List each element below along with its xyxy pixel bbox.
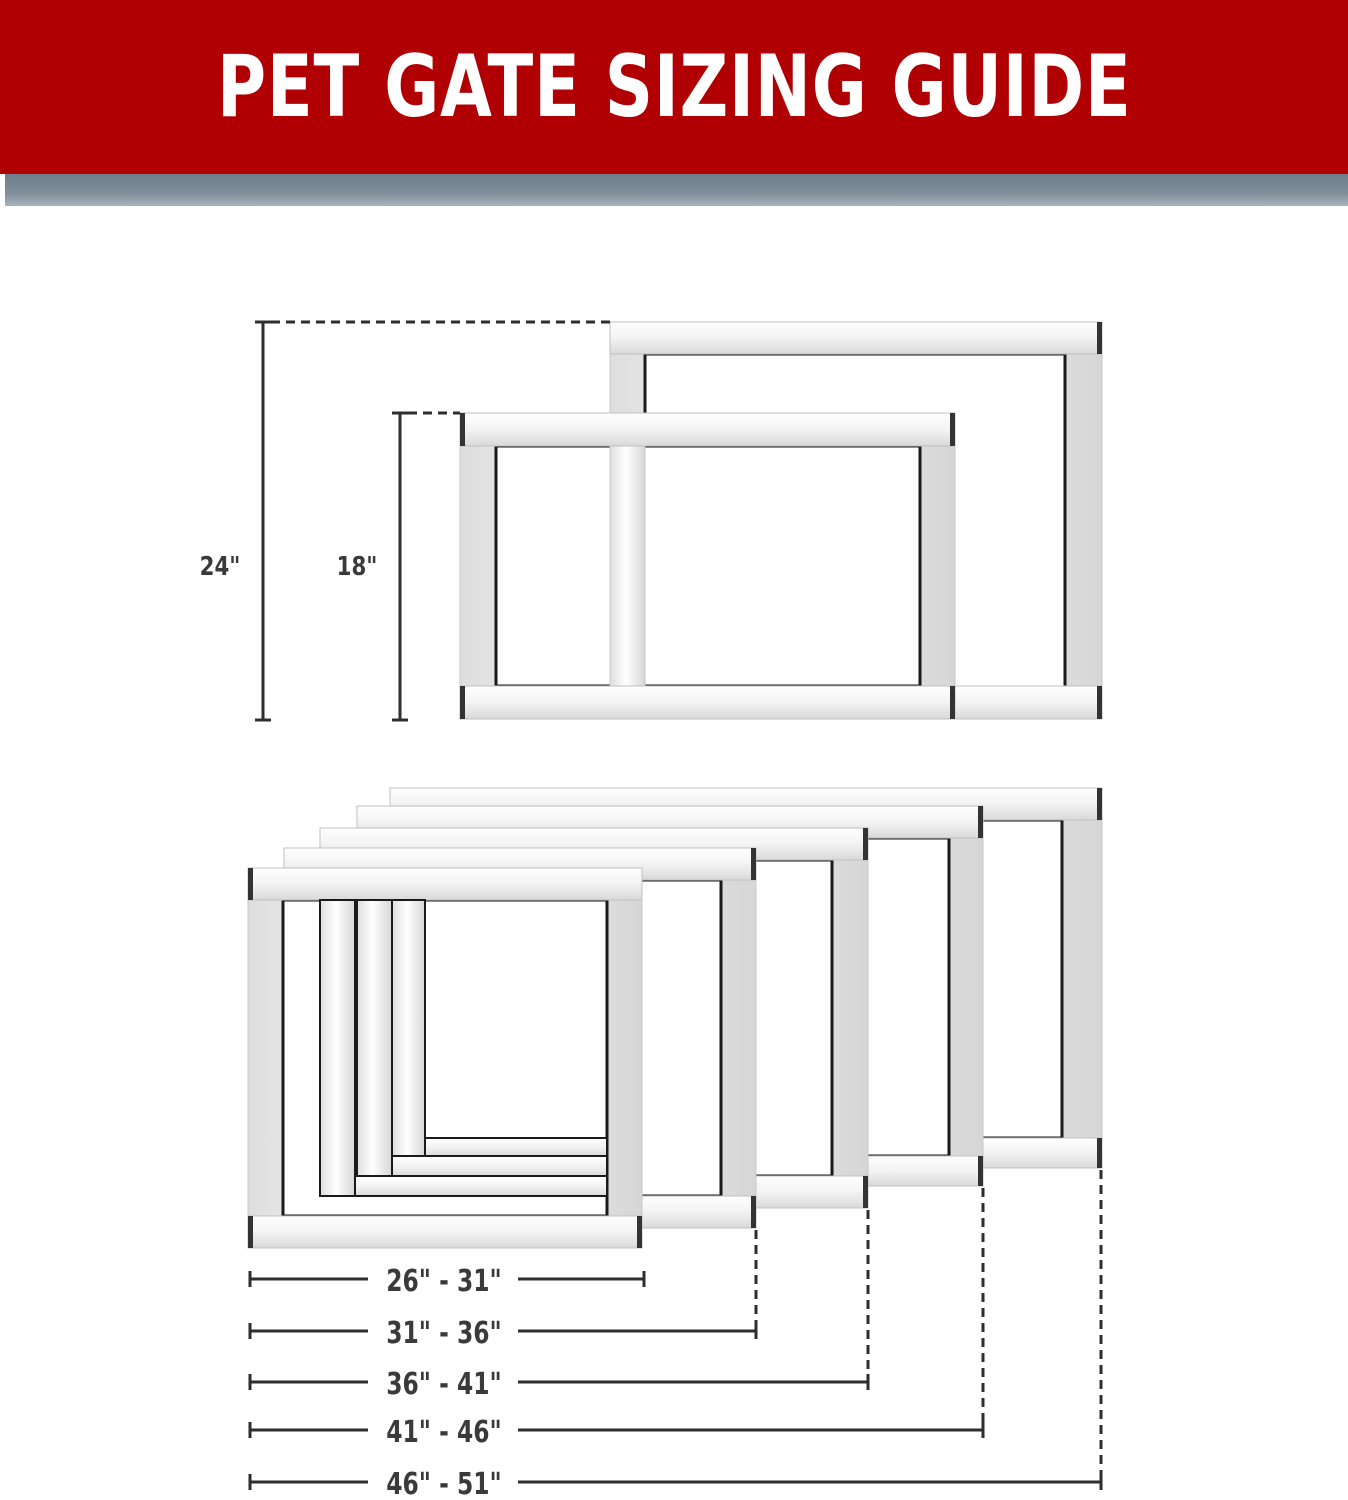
width-label-1: 26" - 31" xyxy=(386,1264,502,1299)
page-title: PET GATE SIZING GUIDE xyxy=(216,37,1132,137)
width-label-2: 31" - 36" xyxy=(386,1316,502,1351)
short-gate xyxy=(460,413,955,719)
height-dimension-18 xyxy=(392,413,460,720)
width-label-3: 36" - 41" xyxy=(386,1367,502,1402)
height-label-24: 24" xyxy=(199,550,241,582)
height-label-18: 18" xyxy=(336,550,378,582)
width-label-5: 46" - 51" xyxy=(386,1467,502,1500)
width-label-4: 41" - 46" xyxy=(386,1415,502,1450)
